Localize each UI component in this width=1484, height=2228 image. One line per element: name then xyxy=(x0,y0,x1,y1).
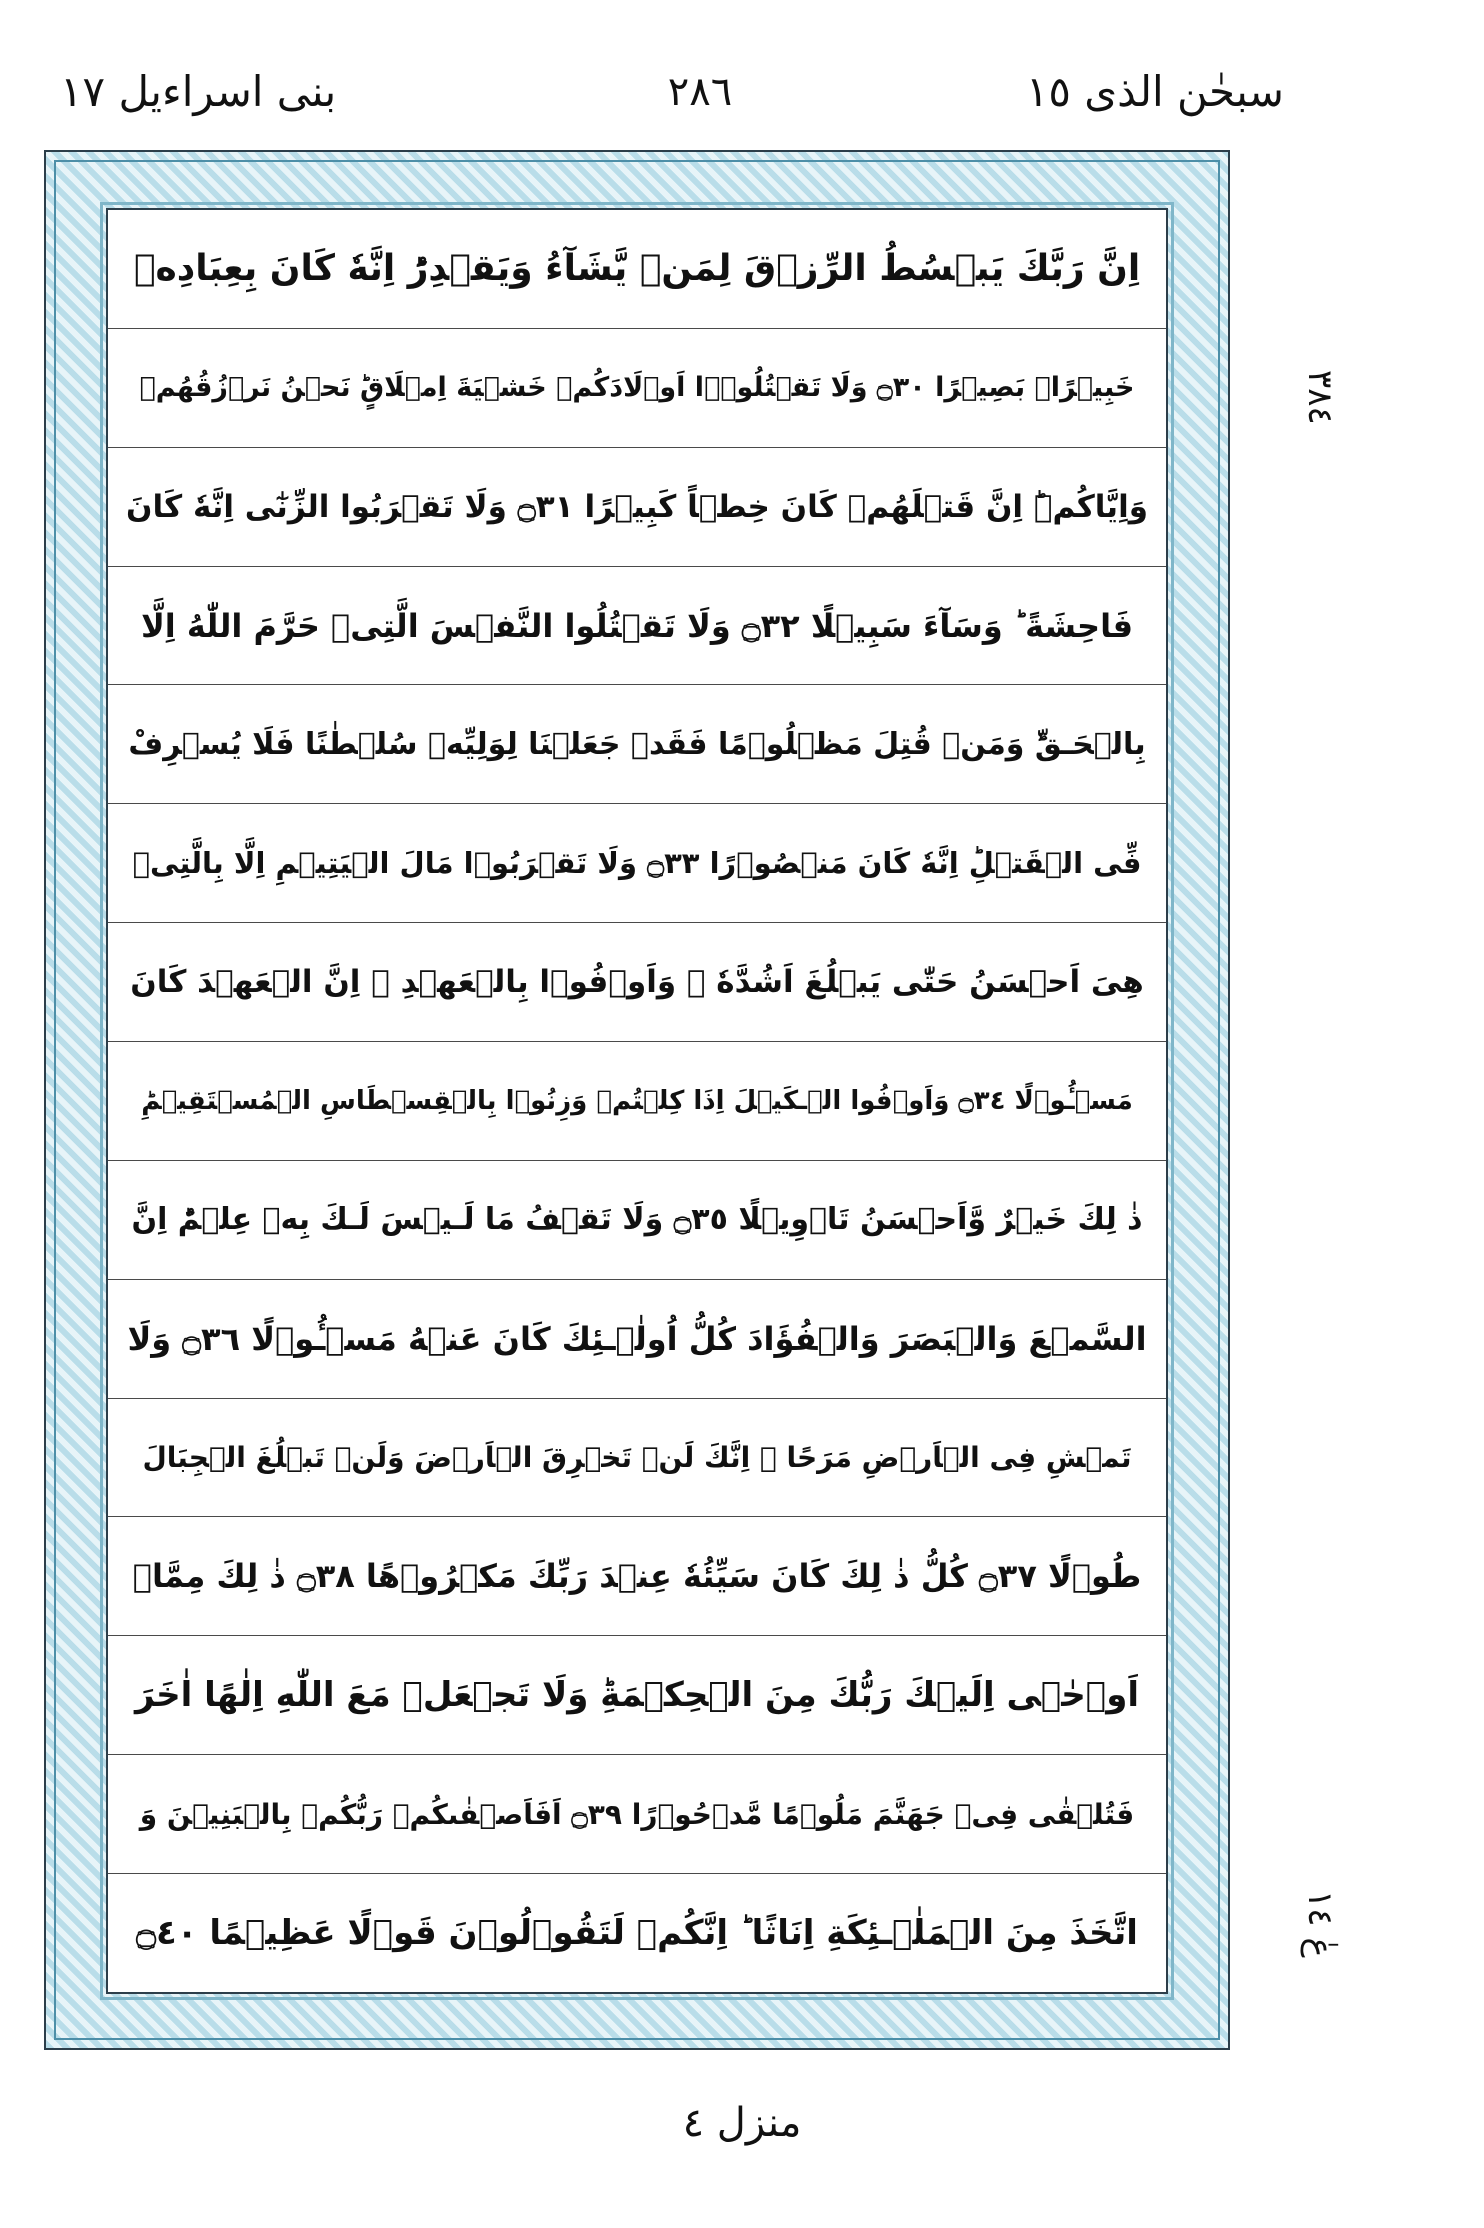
surah-name: بنی اسراءیل ١٧ xyxy=(60,67,337,116)
verse-line: بِالۡحَـقِّ‌ؕ وَمَنۡ قُتِلَ مَظۡلُوۡمًا فَقَدۡ جَعَلۡنَا لِوَلِيِّهٖ سُلۡطٰنًا فَلَا يُسۡرِفْ xyxy=(108,685,1166,804)
verse-line: السَّمۡعَ وَالۡبَصَرَ وَالۡفُؤَادَ كُلُّ اُولٰۤـئِكَ كَانَ عَنۡهُ مَسۡـُٔوۡلًا ۝٣٦ وَلَا xyxy=(108,1280,1166,1399)
verse-line: طُوۡلًا ۝٣٧ كُلُّ ذٰ لِكَ كَانَ سَيِّئُهٗ عِنۡدَ رَبِّكَ مَكۡرُوۡهًا ۝٣٨ ذٰ لِكَ مِمَّاۤ xyxy=(108,1517,1166,1636)
verse-line: اتَّخَذَ مِنَ الۡمَلٰۤـئِكَةِ اِنَاثًا‌ ؕ اِنَّكُمۡ لَتَقُوۡلُوۡنَ قَوۡلًا عَظِيۡمًا ۝٤٠ xyxy=(136,1913,1138,1954)
verse-lines xyxy=(108,210,1166,1992)
decorative-border xyxy=(44,150,1230,2050)
ruku-marker-top: ٣٨٤ xyxy=(1300,370,1340,425)
verse-line: فَاحِشَةً ؕ وَسَآءَ سَبِيۡلًا ۝٣٢ وَلَا تَقۡتُلُوا النَّفۡسَ الَّتِىۡ حَرَّمَ اللّٰهُ اِلَّا xyxy=(108,567,1166,686)
text-panel xyxy=(106,208,1168,1994)
page-number: ٢٨٦ xyxy=(667,69,733,115)
manzil-label: منزل ٤ xyxy=(682,2100,802,2146)
verse-line: اَوۡحٰۤى اِلَيۡكَ رَبُّكَ مِنَ الۡحِكۡمَةِ‌ؕ وَلَا تَجۡعَلۡ مَعَ اللّٰهِ اِلٰهًا اٰخَرَ xyxy=(108,1636,1166,1755)
ruku-marker-bottom: عٰ ١٤ xyxy=(1300,1890,1340,1958)
page-header xyxy=(0,52,1484,132)
verse-line: فِّى الۡقَتۡلِ‌ؕ اِنَّهٗ كَانَ مَنۡصُوۡرًا ۝٣٣ وَلَا تَقۡرَبُوۡا مَالَ الۡيَتِيۡمِ اِلَّا بِالَّتِىۡ xyxy=(108,804,1166,923)
verse-line: تَمۡشِ فِى الۡاَرۡضِ مَرَحًا‌ ۚ اِنَّكَ لَنۡ تَخۡرِقَ الۡاَرۡضَ وَلَنۡ تَبۡلُغَ الۡجِبَالَ xyxy=(108,1399,1166,1518)
verse-line: هِىَ اَحۡسَنُ حَتّٰى يَبۡلُغَ اَشُدَّهٗ‌ ۖ وَاَوۡفُوۡا بِالۡعَهۡدِ‌ ۚ اِنَّ الۡعَهۡدَ كَانَ xyxy=(108,923,1166,1042)
verse-line: خَبِيۡرًاۢ بَصِيۡرًا ۝٣٠ وَلَا تَقۡتُلُوۡۤا اَوۡلَادَكُمۡ خَشۡيَةَ اِمۡلَاقٍ‌ؕ نَحۡنُ نَرۡزُقُهُمۡ xyxy=(108,329,1166,448)
verse-line: اِنَّ رَبَّكَ يَبۡسُطُ الرِّزۡقَ لِمَنۡ يَّشَآءُ وَيَقۡدِرُ‌ؕ اِنَّهٗ كَانَ بِعِبَادِهٖ xyxy=(108,210,1166,329)
verse-line: ذٰ لِكَ خَيۡرٌ وَّاَحۡسَنُ تَاۡوِيۡلًا ۝٣٥ وَلَا تَقۡفُ مَا لَـيۡسَ لَـكَ بِهٖ عِلۡمٌ‌ؕ اِنَّ xyxy=(108,1161,1166,1280)
para-name: سبحٰن الذی ١٥ xyxy=(1025,67,1284,116)
verse-line: مَسۡـُٔوۡلًا ۝٣٤ وَاَوۡفُوا الۡـكَيۡلَ اِذَا كِلۡتُمۡ وَزِنُوۡا بِالۡقِسۡطَاسِ الۡمُسۡتَقِيۡمِ‌ؕ xyxy=(108,1042,1166,1161)
verse-line: فَتُلۡقٰى فِىۡ جَهَنَّمَ مَلُوۡمًا مَّدۡحُوۡرًا ۝٣٩ اَفَاَصۡفٰٮكُمۡ رَبُّكُمۡ بِالۡبَنِيۡنَ وَ xyxy=(108,1755,1166,1874)
verse-line: وَاِيَّاكُمۡ‌ؕ اِنَّ قَتۡلَهُمۡ كَانَ خِطۡاً كَبِيۡرًا ۝٣١ وَلَا تَقۡرَبُوا الزِّنٰٓى اِنَّهٗ كَانَ xyxy=(108,448,1166,567)
